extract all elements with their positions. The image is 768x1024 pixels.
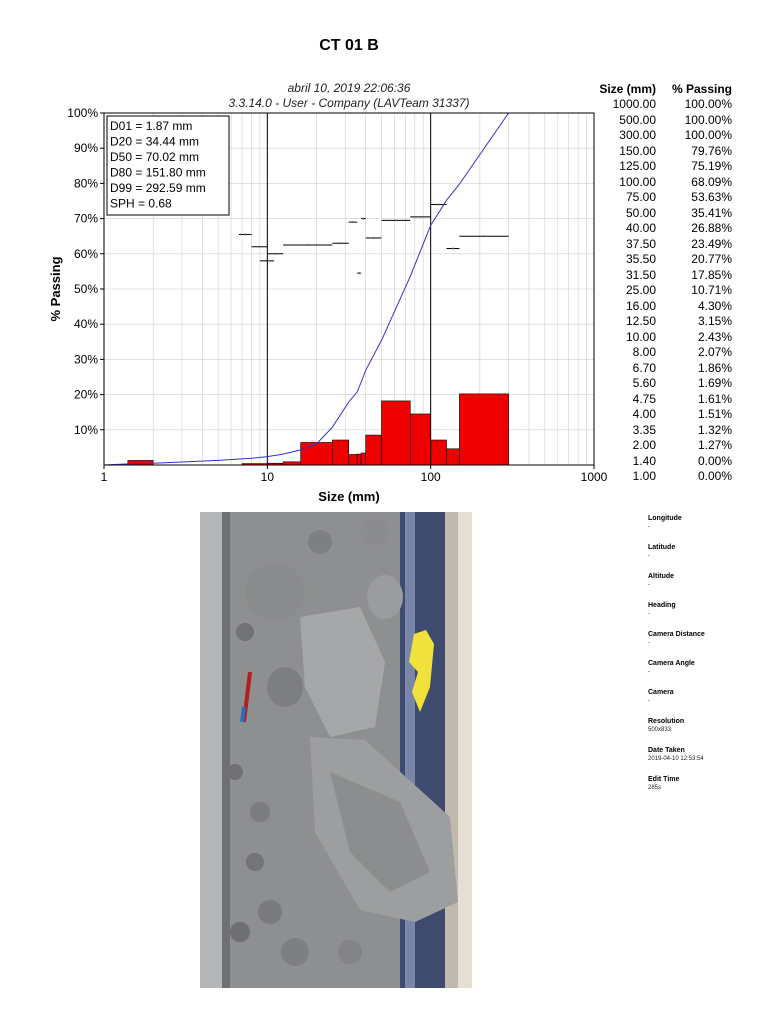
x-tick-label: 1 <box>100 470 108 484</box>
histogram-bar <box>332 440 348 465</box>
histogram-bar <box>410 414 430 465</box>
table-row <box>590 423 740 439</box>
chart-subtitle-date: abril 10, 2019 22:06:36 <box>287 81 411 95</box>
table-row <box>590 392 740 408</box>
passing-cell: 0.00% <box>697 469 732 483</box>
metadata-value: - <box>648 553 650 559</box>
passing-cell: 0.00% <box>697 453 732 468</box>
table-header <box>590 82 740 97</box>
y-tick-label: 40% <box>73 317 98 332</box>
shape-markers <box>239 204 509 275</box>
shape-marker-point <box>274 253 276 255</box>
passing-cell: 3.15% <box>697 314 732 328</box>
size-cell: 1000.00 <box>612 97 656 111</box>
passing-cell: 53.63% <box>691 190 732 204</box>
histogram-bar <box>349 454 357 465</box>
x-tick-label: 10 <box>260 470 275 484</box>
table-row <box>590 206 740 222</box>
y-tick-label: 90% <box>73 141 98 156</box>
table-row <box>590 159 740 175</box>
table-body <box>590 97 740 485</box>
stats-line: SPH = 0.68 <box>110 196 172 211</box>
metadata-label: Camera <box>648 689 674 696</box>
y-tick-label: 50% <box>73 282 98 296</box>
metadata-item <box>648 659 763 688</box>
passing-cell: 68.09% <box>691 174 732 189</box>
metadata-item <box>648 717 763 746</box>
size-cell: 35.50 <box>625 252 656 266</box>
size-cell: 50.00 <box>625 205 656 220</box>
passing-cell: 2.43% <box>697 329 732 344</box>
shape-marker-point <box>438 204 440 206</box>
shape-marker-point <box>373 237 375 239</box>
table-row <box>590 128 740 144</box>
size-cell: 4.00 <box>632 407 656 421</box>
passing-cell: 2.07% <box>697 345 732 359</box>
chart-subtitle-version: 3.3.14.0 - User - Company (LAVTeam 31337) <box>228 96 470 110</box>
histogram <box>128 394 509 465</box>
shape-marker-point <box>307 244 309 246</box>
x-tick-label: 100 <box>420 470 441 484</box>
y-tick-label: 60% <box>73 246 98 261</box>
passing-column-header: % Passing <box>671 82 732 96</box>
passing-cell: 1.27% <box>697 438 732 452</box>
metadata-item <box>648 514 763 543</box>
x-axis-label: Size (mm) <box>318 489 380 504</box>
size-cell: 25.00 <box>625 283 656 297</box>
shape-marker-point <box>395 219 397 221</box>
table-row <box>590 438 740 454</box>
y-tick-label: 20% <box>73 387 98 402</box>
passing-cell: 1.86% <box>697 360 732 375</box>
passing-cell: 35.41% <box>691 205 732 220</box>
table-row <box>590 299 740 315</box>
table-row <box>590 144 740 160</box>
table-row <box>590 268 740 284</box>
size-cell: 31.50 <box>625 267 656 282</box>
y-tick-label: 30% <box>73 352 98 367</box>
table-row <box>590 469 740 485</box>
rock-sample-image <box>200 512 472 988</box>
y-tick-label: 10% <box>73 422 98 437</box>
table-row <box>590 237 740 253</box>
histogram-bar <box>366 435 382 465</box>
passing-cell: 1.51% <box>697 407 732 421</box>
size-cell: 8.00 <box>632 345 656 359</box>
size-cell: 1.40 <box>632 453 656 468</box>
metadata-value: - <box>648 698 650 704</box>
passing-cell: 100.00% <box>684 97 732 111</box>
y-tick-label: 100% <box>67 106 98 120</box>
x-tick-label: 1000 <box>580 470 608 484</box>
metadata-value: - <box>648 524 650 530</box>
size-cell: 1.00 <box>632 469 656 483</box>
stats-line: D01 = 1.87 mm <box>110 119 193 133</box>
table-row <box>590 454 740 470</box>
metadata-item <box>648 775 763 804</box>
histogram-bar <box>361 453 366 465</box>
passing-cell: 100.00% <box>684 128 732 142</box>
metadata-label: Resolution <box>648 718 685 725</box>
y-axis-label: % Passing <box>48 256 63 322</box>
shape-marker-point <box>483 235 485 237</box>
table-row <box>590 283 740 299</box>
passing-cell: 20.77% <box>691 252 732 266</box>
shape-marker-point <box>419 216 421 218</box>
metadata-label: Edit Time <box>648 776 680 783</box>
passing-cell: 10.71% <box>691 283 732 297</box>
size-cell: 300.00 <box>619 128 656 142</box>
stats-line: D20 = 34.44 mm <box>110 134 200 149</box>
size-cell: 4.75 <box>632 391 656 406</box>
metadata-item <box>648 601 763 630</box>
photo-metadata <box>648 514 763 804</box>
metadata-item <box>648 543 763 572</box>
table-row <box>590 345 740 361</box>
y-tick-label: 70% <box>73 211 98 226</box>
size-cell: 6.70 <box>632 360 656 375</box>
shape-marker-point <box>244 233 246 235</box>
size-cell: 100.00 <box>619 174 656 189</box>
table-row <box>590 330 740 346</box>
sample-photo <box>200 512 472 988</box>
size-cell: 500.00 <box>619 112 656 127</box>
metadata-label: Camera Distance <box>648 631 705 638</box>
metadata-label: Date Taken <box>648 747 685 754</box>
metadata-item <box>648 572 763 601</box>
size-cell: 75.00 <box>625 190 656 204</box>
shape-marker-point <box>452 248 454 250</box>
metadata-value: 285s <box>648 785 662 791</box>
stats-box <box>107 116 229 215</box>
y-tick-label: 80% <box>73 176 98 191</box>
size-cell: 150.00 <box>619 143 656 158</box>
size-cell: 40.00 <box>625 221 656 235</box>
metadata-value: - <box>648 582 650 588</box>
table-row <box>590 407 740 423</box>
metadata-value: - <box>648 669 650 675</box>
size-cell: 10.00 <box>625 329 656 344</box>
size-cell: 12.50 <box>625 314 656 328</box>
size-cell: 125.00 <box>619 159 656 173</box>
table-row <box>590 376 740 392</box>
shape-marker-point <box>362 218 364 220</box>
histogram-bar <box>128 460 153 465</box>
metadata-value: 500x833 <box>648 727 672 733</box>
stats-line: D99 = 292.59 mm <box>110 181 206 195</box>
stats-line: D50 = 70.02 mm <box>110 150 200 164</box>
report-title: CT 01 B <box>319 37 379 54</box>
table-row <box>590 175 740 191</box>
table-row <box>590 314 740 330</box>
distribution-chart <box>0 80 608 510</box>
histogram-bar <box>431 440 447 465</box>
passing-cell: 100.00% <box>684 112 732 127</box>
table-row <box>590 97 740 113</box>
metadata-label: Altitude <box>648 573 675 580</box>
metadata-item <box>648 630 763 659</box>
size-table <box>590 82 740 485</box>
shape-marker-point <box>358 272 360 274</box>
passing-cell: 79.76% <box>691 143 732 158</box>
shape-marker-point <box>352 221 354 223</box>
table-row <box>590 190 740 206</box>
histogram-bar <box>459 394 508 465</box>
histogram-bar <box>446 449 459 465</box>
table-row <box>590 361 740 377</box>
metadata-item <box>648 688 763 717</box>
metadata-label: Latitude <box>648 544 676 551</box>
passing-cell: 17.85% <box>691 267 732 282</box>
passing-cell: 1.61% <box>697 391 732 406</box>
shape-marker-point <box>340 242 342 244</box>
histogram-bar <box>381 401 410 465</box>
passing-cell: 75.19% <box>691 159 732 173</box>
metadata-value: - <box>648 611 650 617</box>
size-cell: 37.50 <box>625 236 656 251</box>
passing-cell: 1.32% <box>697 422 732 437</box>
shape-marker-point <box>258 246 260 248</box>
passing-cell: 4.30% <box>697 298 732 313</box>
histogram-bar <box>301 442 333 465</box>
passing-cell: 23.49% <box>691 236 732 251</box>
table-row <box>590 113 740 129</box>
size-cell: 16.00 <box>625 298 656 313</box>
histogram-bar <box>357 454 361 465</box>
stats-line: D80 = 151.80 mm <box>110 165 206 180</box>
size-cell: 3.35 <box>632 422 656 437</box>
metadata-label: Camera Angle <box>648 660 695 667</box>
size-cell: 5.60 <box>632 376 656 390</box>
table-row <box>590 221 740 237</box>
metadata-label: Longitude <box>648 515 682 522</box>
passing-cell: 26.88% <box>691 221 732 235</box>
size-column-header: Size (mm) <box>599 82 656 96</box>
table-row <box>590 252 740 268</box>
metadata-value: - <box>648 640 650 646</box>
metadata-value: 2019-04-10 12:53:54 <box>648 756 704 762</box>
size-cell: 2.00 <box>632 438 656 452</box>
metadata-label: Heading <box>648 602 676 609</box>
passing-cell: 1.69% <box>697 376 732 390</box>
metadata-item <box>648 746 763 775</box>
